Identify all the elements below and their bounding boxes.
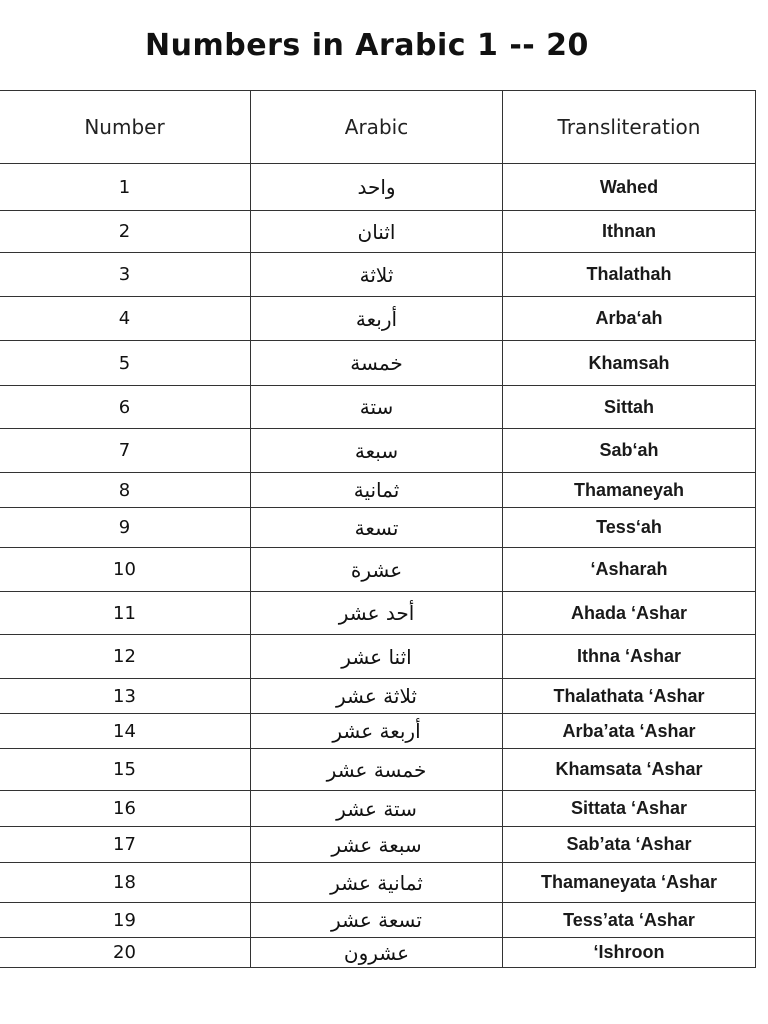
cell-transliteration: Khamsah xyxy=(503,341,756,386)
cell-number: 2 xyxy=(0,211,251,253)
table-row xyxy=(0,827,756,863)
table-row xyxy=(0,297,756,341)
table-row xyxy=(0,714,756,749)
cell-transliteration: Ithna ‘Ashar xyxy=(503,635,756,679)
cell-number: 16 xyxy=(0,791,251,827)
table-row xyxy=(0,635,756,679)
cell-transliteration: Khamsata ‘Ashar xyxy=(503,749,756,791)
table-row xyxy=(0,429,756,473)
cell-transliteration: Sittata ‘Ashar xyxy=(503,791,756,827)
cell-number: 8 xyxy=(0,473,251,508)
cell-number: 20 xyxy=(0,938,251,968)
cell-arabic: أربعة عشر xyxy=(251,714,503,749)
cell-arabic: واحد xyxy=(251,164,503,211)
table-row xyxy=(0,211,756,253)
cell-arabic: خمسة xyxy=(251,341,503,386)
table-row xyxy=(0,592,756,635)
cell-number: 7 xyxy=(0,429,251,473)
cell-number: 15 xyxy=(0,749,251,791)
cell-arabic: اثنا عشر xyxy=(251,635,503,679)
cell-number: 14 xyxy=(0,714,251,749)
cell-transliteration: Ithnan xyxy=(503,211,756,253)
cell-arabic: عشرون xyxy=(251,938,503,968)
cell-arabic: اثنان xyxy=(251,211,503,253)
cell-transliteration: Ahada ‘Ashar xyxy=(503,592,756,635)
table-row xyxy=(0,679,756,714)
cell-transliteration: Wahed xyxy=(503,164,756,211)
cell-arabic: أحد عشر xyxy=(251,592,503,635)
table-row xyxy=(0,791,756,827)
cell-number: 17 xyxy=(0,827,251,863)
cell-transliteration: Thalathata ‘Ashar xyxy=(503,679,756,714)
table-header-row xyxy=(0,91,756,164)
table-body xyxy=(0,164,756,968)
cell-transliteration: Arba’ata ‘Ashar xyxy=(503,714,756,749)
cell-transliteration: Thamaneyata ‘Ashar xyxy=(503,863,756,903)
cell-transliteration: Thalathah xyxy=(503,253,756,297)
header-transliteration: Transliteration xyxy=(503,91,756,164)
page-title: Numbers in Arabic 1 -- 20 xyxy=(145,28,589,63)
cell-arabic: ثلاثة عشر xyxy=(251,679,503,714)
cell-number: 4 xyxy=(0,297,251,341)
cell-number: 1 xyxy=(0,164,251,211)
numbers-table xyxy=(0,90,756,968)
table-row xyxy=(0,548,756,592)
cell-transliteration: Arba‘ah xyxy=(503,297,756,341)
cell-arabic: ستة عشر xyxy=(251,791,503,827)
cell-arabic: تسعة عشر xyxy=(251,903,503,938)
cell-arabic: تسعة xyxy=(251,508,503,548)
cell-number: 3 xyxy=(0,253,251,297)
cell-transliteration: ‘Ishroon xyxy=(503,938,756,968)
cell-number: 13 xyxy=(0,679,251,714)
cell-arabic: خمسة عشر xyxy=(251,749,503,791)
cell-transliteration: ‘Asharah xyxy=(503,548,756,592)
table-row xyxy=(0,938,756,968)
cell-number: 19 xyxy=(0,903,251,938)
cell-transliteration: Sittah xyxy=(503,386,756,429)
cell-number: 9 xyxy=(0,508,251,548)
cell-number: 12 xyxy=(0,635,251,679)
cell-number: 11 xyxy=(0,592,251,635)
table-row xyxy=(0,863,756,903)
table-row xyxy=(0,164,756,211)
cell-arabic: ستة xyxy=(251,386,503,429)
cell-arabic: عشرة xyxy=(251,548,503,592)
cell-number: 18 xyxy=(0,863,251,903)
cell-transliteration: Sab’ata ‘Ashar xyxy=(503,827,756,863)
cell-number: 5 xyxy=(0,341,251,386)
cell-number: 10 xyxy=(0,548,251,592)
cell-transliteration: Tess‘ah xyxy=(503,508,756,548)
cell-arabic: أربعة xyxy=(251,297,503,341)
header-number: Number xyxy=(0,91,251,164)
table-row xyxy=(0,473,756,508)
cell-arabic: سبعة عشر xyxy=(251,827,503,863)
header-arabic: Arabic xyxy=(251,91,503,164)
cell-transliteration: Sab‘ah xyxy=(503,429,756,473)
cell-transliteration: Tess’ata ‘Ashar xyxy=(503,903,756,938)
table-row xyxy=(0,903,756,938)
cell-transliteration: Thamaneyah xyxy=(503,473,756,508)
table-row xyxy=(0,253,756,297)
cell-arabic: سبعة xyxy=(251,429,503,473)
table-row xyxy=(0,508,756,548)
cell-number: 6 xyxy=(0,386,251,429)
table-row xyxy=(0,386,756,429)
cell-arabic: ثلاثة xyxy=(251,253,503,297)
table-row xyxy=(0,749,756,791)
cell-arabic: ثمانية xyxy=(251,473,503,508)
cell-arabic: ثمانية عشر xyxy=(251,863,503,903)
table-row xyxy=(0,341,756,386)
